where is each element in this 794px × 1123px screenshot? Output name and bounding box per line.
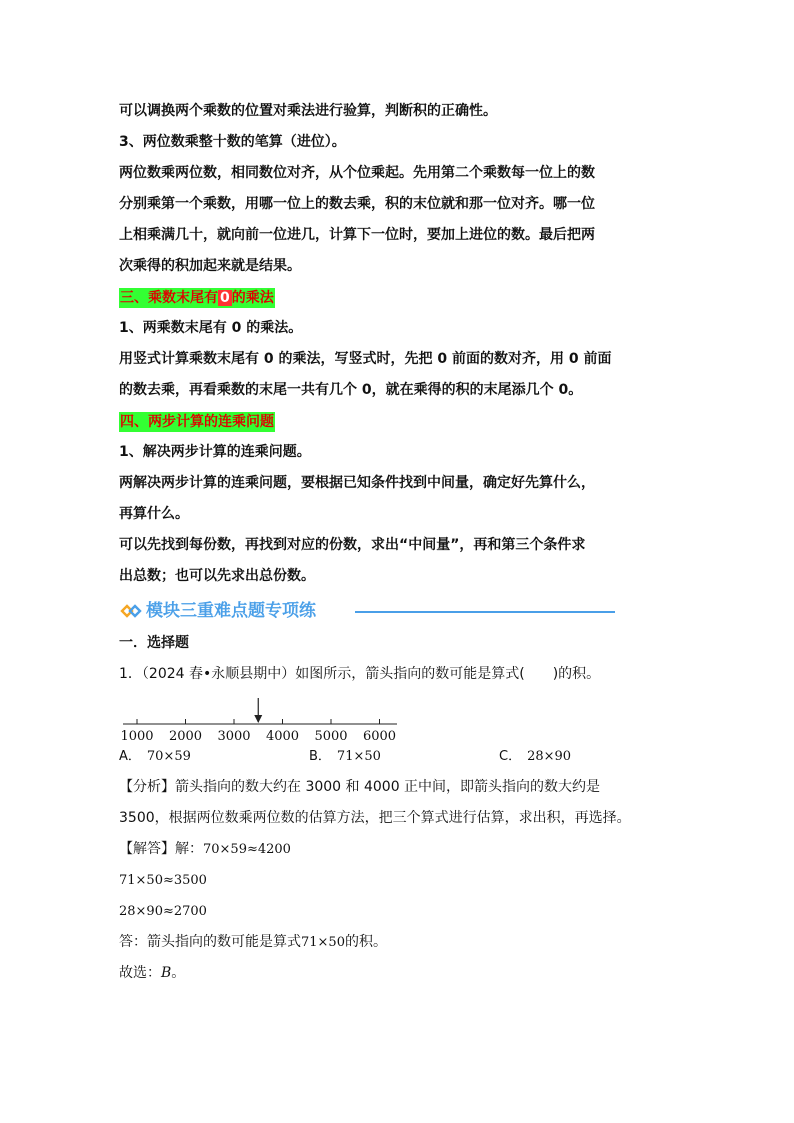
final-choice bbox=[119, 958, 679, 989]
paragraph: 用竖式计算乘数末尾有 0 的乘法，写竖式时，先把 0 前面的数对齐，用 0 前面 bbox=[119, 351, 612, 367]
conclusion bbox=[119, 927, 679, 958]
paragraph: 出总数；也可以先求出总份数。 bbox=[119, 568, 315, 584]
paragraph: 上相乘满几十，就向前一位进几，计算下一位时，要加上进位的数。最后把两 bbox=[119, 227, 595, 243]
answer-expr: 70×59≈4200 bbox=[203, 842, 291, 857]
answer-line bbox=[119, 834, 679, 865]
paragraph: 再算什么。 bbox=[119, 506, 189, 522]
highlighted-heading bbox=[119, 288, 275, 308]
final-choice-end: 。 bbox=[171, 965, 186, 981]
subheading: 3、两位数乘整十数的笔算（进位）。 bbox=[119, 134, 346, 150]
paragraph: 可以调换两个乘数的位置对乘法进行验算，判断积的正确性。 bbox=[119, 103, 497, 119]
choice-expr: 71×50 bbox=[336, 749, 381, 764]
choice-label: B． bbox=[309, 749, 331, 764]
tick-label: 6000 bbox=[362, 729, 397, 744]
section-title: 一．选择题 bbox=[119, 635, 189, 651]
paragraph: 可以先找到每份数，再找到对应的份数，求出“中间量”，再和第三个条件求 bbox=[119, 537, 586, 553]
conclusion-expr: 71×50 bbox=[301, 935, 345, 950]
final-choice-value: B bbox=[161, 965, 172, 981]
conclusion-text: 的积。 bbox=[344, 934, 387, 950]
choice-expr: 70×59 bbox=[146, 749, 191, 764]
heading-zero: 0 bbox=[220, 290, 230, 306]
subheading: 1、解决两步计算的连乘问题。 bbox=[119, 444, 311, 460]
choice-expr: 28×90 bbox=[527, 749, 572, 764]
tick-label: 1000 bbox=[120, 729, 154, 744]
analysis: 【分析】箭头指向的数大约在 3000 和 4000 正中间，即箭头指向的数大约是 bbox=[119, 779, 601, 795]
heading-text: 的乘法 bbox=[231, 290, 274, 306]
heading-text: 三、乘数末尾有 bbox=[120, 290, 218, 306]
section-heading-3 bbox=[119, 282, 679, 313]
paragraph: 两位数乘两位数，相同数位对齐，从个位乘起。先用第二个乘数每一位上的数 bbox=[119, 165, 595, 181]
answer-label: 【解答】解： bbox=[119, 841, 203, 857]
choice-label: C． bbox=[499, 749, 522, 764]
paragraph: 的数去乘，再看乘数的末尾一共有几个 0，就在乘得的积的末尾添几个 0。 bbox=[119, 382, 583, 398]
number-line bbox=[119, 694, 679, 744]
paragraph: 两解决两步计算的连乘问题，要根据已知条件找到中间量，确定好先算什么， bbox=[119, 475, 595, 491]
document-body bbox=[119, 96, 679, 989]
number-line-graphic bbox=[119, 694, 419, 744]
double-chevron-icon bbox=[120, 602, 142, 620]
choice-b[interactable] bbox=[309, 744, 381, 770]
tick-label: 3000 bbox=[217, 729, 251, 744]
answer-expr: 71×50≈3500 bbox=[119, 873, 207, 888]
module-title: 模块三重难点题专项练 bbox=[146, 601, 316, 621]
choice-row bbox=[119, 744, 679, 772]
module-banner bbox=[119, 594, 679, 628]
analysis: 3500，根据两位数乘两位数的估算方法，把三个算式进行估算，求出积，再选择。 bbox=[119, 810, 631, 826]
paragraph: 分别乘第一个乘数，用哪一位上的数去乘，积的末位就和那一位对齐。哪一位 bbox=[119, 196, 595, 212]
down-arrow-icon bbox=[254, 698, 262, 723]
tick-label: 4000 bbox=[265, 729, 300, 744]
section-heading-4 bbox=[119, 406, 679, 437]
subheading: 1、两乘数末尾有 0 的乘法。 bbox=[119, 320, 303, 336]
question-stem: 1．（2024 春•永顺县期中）如图所示，箭头指向的数可能是算式( )的积。 bbox=[119, 666, 601, 682]
paragraph: 次乘得的积加起来就是结果。 bbox=[119, 258, 301, 274]
answer-expr: 28×90≈2700 bbox=[119, 904, 207, 919]
final-choice-label: 故选： bbox=[119, 965, 161, 981]
choice-c[interactable] bbox=[499, 744, 571, 770]
module-divider bbox=[355, 611, 615, 613]
conclusion-text: 答：箭头指向的数可能是算式 bbox=[119, 934, 301, 950]
answer-line bbox=[119, 865, 679, 896]
highlighted-heading: 四、两步计算的连乘问题 bbox=[120, 414, 274, 430]
tick-label: 5000 bbox=[314, 729, 348, 744]
choice-label: A． bbox=[119, 749, 141, 764]
choice-a[interactable] bbox=[119, 744, 191, 770]
answer-line bbox=[119, 896, 679, 927]
tick-label: 2000 bbox=[168, 729, 203, 744]
